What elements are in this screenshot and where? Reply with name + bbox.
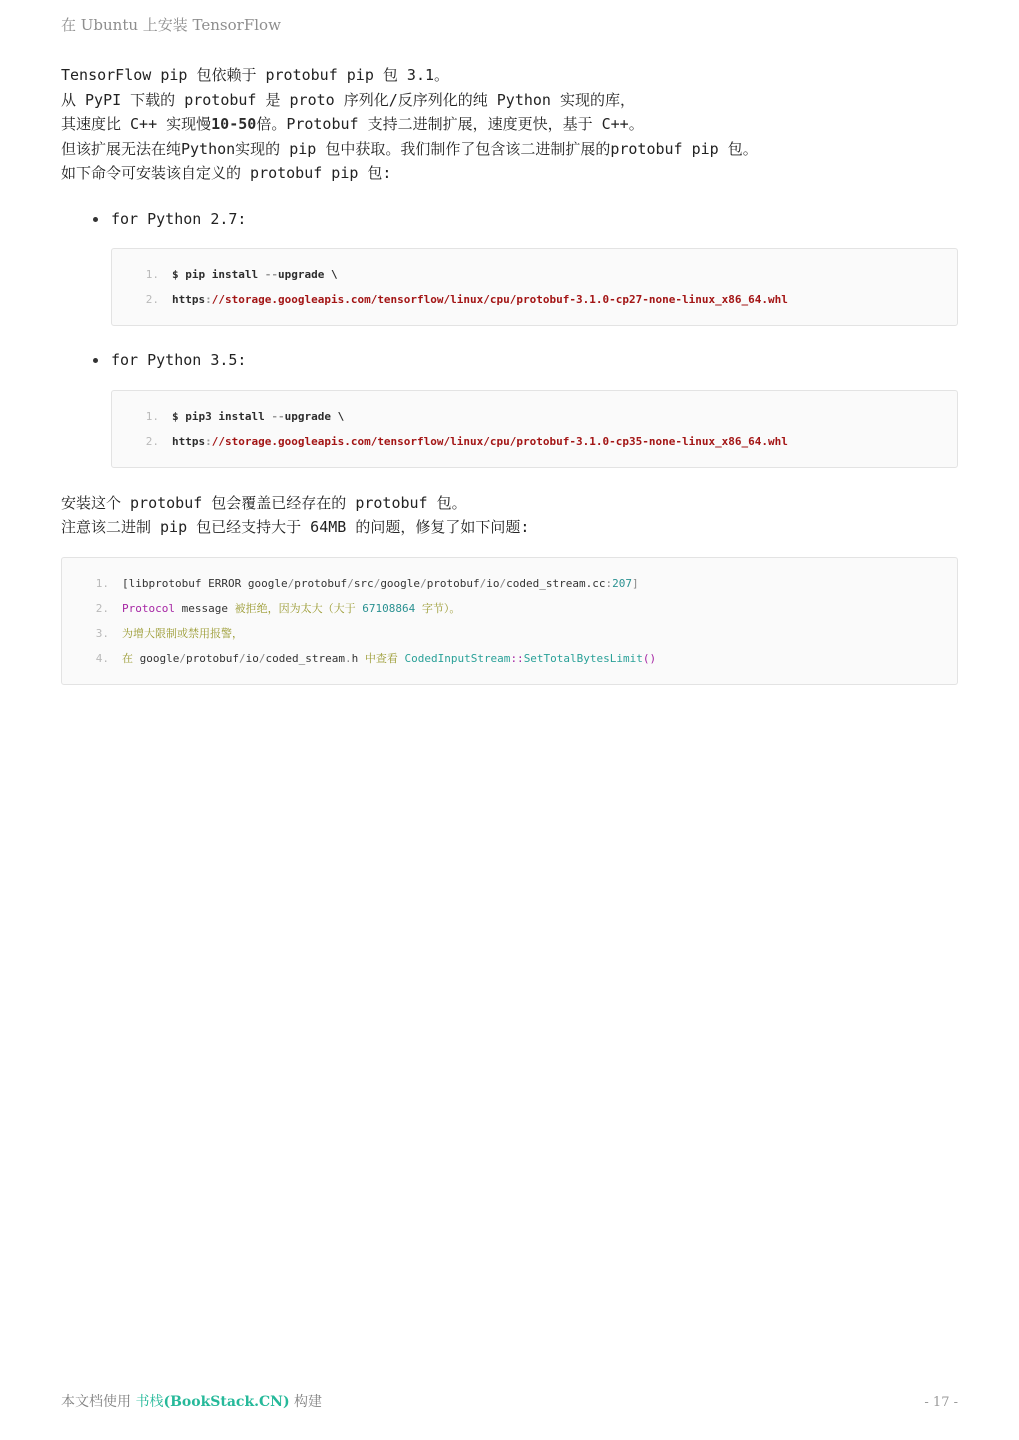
text-line xyxy=(61,137,958,162)
text-segment: h xyxy=(351,651,359,665)
text-segment: io xyxy=(245,651,259,665)
text-segment: CodedInputStream xyxy=(404,651,511,665)
text-segment: 207 xyxy=(612,576,633,590)
text-segment: google xyxy=(380,576,421,590)
code-block-error-messages xyxy=(61,557,958,685)
code-block-python35 xyxy=(111,390,958,468)
text-segment: google xyxy=(139,651,180,665)
line-number: 4. xyxy=(95,651,109,665)
text-segment: 倍。Protobuf 支持二进制扩展，速度更快，基于 C++。 xyxy=(256,115,644,133)
code-line xyxy=(72,596,947,621)
text-segment: io xyxy=(486,576,500,590)
line-number: 2. xyxy=(145,434,159,448)
text-line xyxy=(61,63,958,88)
text-segment: () xyxy=(642,651,657,665)
text-segment: 被拒绝，因为太大（大于 xyxy=(234,601,363,615)
bullet-icon xyxy=(93,358,98,363)
text-segment: src xyxy=(353,576,374,590)
code-line xyxy=(72,571,947,596)
text-segment: . xyxy=(344,651,352,665)
code-line xyxy=(122,404,947,429)
line-number: 1. xyxy=(145,409,159,423)
text-segment: 为增大限制或禁用报警， xyxy=(122,626,243,640)
text-segment: 安装这个 protobuf 包会覆盖已经存在的 protobuf 包。 xyxy=(61,493,467,512)
text-segment: / xyxy=(347,576,354,590)
line-number: 2. xyxy=(145,292,159,306)
text-segment: TensorFlow pip 包依赖于 protobuf pip 包 3.1。 xyxy=(61,66,450,84)
text-segment: -- xyxy=(264,267,278,281)
text-segment: protobuf xyxy=(426,576,480,590)
text-segment: \ xyxy=(330,409,345,423)
text-segment: : xyxy=(205,292,212,306)
text-line xyxy=(61,112,958,137)
text-segment: https xyxy=(172,434,206,448)
outro-paragraph xyxy=(61,491,958,540)
code-line xyxy=(72,646,947,671)
text-segment: https xyxy=(172,292,206,306)
code-block-python27 xyxy=(111,248,958,326)
text-segment: 字节）。 xyxy=(415,601,461,615)
text-line xyxy=(61,88,958,113)
text-segment: / xyxy=(258,651,266,665)
line-number: 1. xyxy=(95,576,109,590)
text-line xyxy=(61,515,958,540)
bookstack-link[interactable] xyxy=(135,1394,289,1410)
text-segment: 中查看 xyxy=(358,651,405,665)
text-segment: / xyxy=(287,576,295,590)
bullet-item-python35 xyxy=(61,350,958,370)
page-title: 在 Ubuntu 上安装 TensorFlow xyxy=(61,16,281,34)
page-number: - 17 - xyxy=(924,1395,958,1410)
text-segment: :: xyxy=(510,651,524,665)
text-line xyxy=(61,491,958,516)
text-segment: //storage.googleapis.com/tensorflow/linux/cpu/protobuf-3.1.0-cp27-none-linux_x86_64.whl xyxy=(211,292,788,306)
text-segment: 如下命令可安装该自定义的 protobuf pip 包: xyxy=(61,164,392,182)
text-segment: 注意该二进制 pip 包已经支持大于 64MB 的问题，修复了如下问题: xyxy=(61,518,530,536)
footer-suffix: 构建 xyxy=(289,1394,323,1410)
footer-prefix: 本文档使用 xyxy=(61,1394,136,1410)
text-segment: $ pip3 install xyxy=(172,409,272,423)
text-segment: / xyxy=(499,576,507,590)
text-segment: $ pip install xyxy=(172,267,265,281)
text-segment: 10-50 xyxy=(211,115,257,133)
bullet-icon xyxy=(93,217,98,222)
text-segment: : xyxy=(205,434,212,448)
text-segment: Protocol xyxy=(122,601,175,615)
text-segment: 67108864 xyxy=(362,601,416,615)
text-segment: 其速度比 C++ 实现慢 xyxy=(61,115,212,133)
text-segment: 在 xyxy=(122,651,140,665)
text-segment: SetTotalBytesLimit xyxy=(523,651,643,665)
line-number: 3. xyxy=(95,626,109,640)
text-segment: coded_stream xyxy=(265,651,345,665)
text-segment: : xyxy=(605,576,613,590)
line-number: 1. xyxy=(145,267,159,281)
text-segment: protobuf xyxy=(294,576,348,590)
footer-credit xyxy=(61,1393,322,1412)
text-segment: upgrade xyxy=(284,409,331,423)
text-segment: / xyxy=(179,651,186,665)
text-segment: [libprotobuf ERROR google xyxy=(122,576,288,590)
brand-name-cn: 书栈 xyxy=(135,1394,164,1410)
text-segment: 从 PyPI 下载的 protobuf 是 proto 序列化/反序列化的纯 Python 实现的库， xyxy=(61,90,635,109)
text-segment: 但该扩展无法在纯Python实现的 pip 包中获取。我们制作了包含该二进制扩展的protobuf pip 包。 xyxy=(61,139,758,158)
text-segment: protobuf xyxy=(186,651,239,665)
text-segment: -- xyxy=(271,409,285,423)
bullet-label: for Python 3.5: xyxy=(111,350,247,369)
line-number: 2. xyxy=(95,601,109,615)
text-segment: / xyxy=(420,576,427,590)
code-line xyxy=(122,287,947,312)
code-line xyxy=(122,429,947,454)
intro-paragraph xyxy=(61,63,958,186)
text-line xyxy=(61,161,958,186)
text-segment: / xyxy=(373,576,381,590)
text-segment: ] xyxy=(632,576,639,590)
code-line xyxy=(72,621,947,646)
code-line xyxy=(122,262,947,287)
text-segment: upgrade xyxy=(277,267,325,281)
text-segment: / xyxy=(479,576,487,590)
bullet-label: for Python 2.7: xyxy=(111,209,247,228)
brand-name-en: (BookStack.CN) xyxy=(163,1394,290,1410)
text-segment: message xyxy=(174,601,235,615)
text-segment: //storage.googleapis.com/tensorflow/linux/cpu/protobuf-3.1.0-cp35-none-linux_x86_64.whl xyxy=(211,434,788,448)
text-segment: / xyxy=(238,651,246,665)
page-footer xyxy=(61,1393,958,1412)
bullet-item-python27 xyxy=(61,209,958,229)
text-segment: \ xyxy=(324,267,338,281)
text-segment: coded_stream.cc xyxy=(506,576,606,590)
